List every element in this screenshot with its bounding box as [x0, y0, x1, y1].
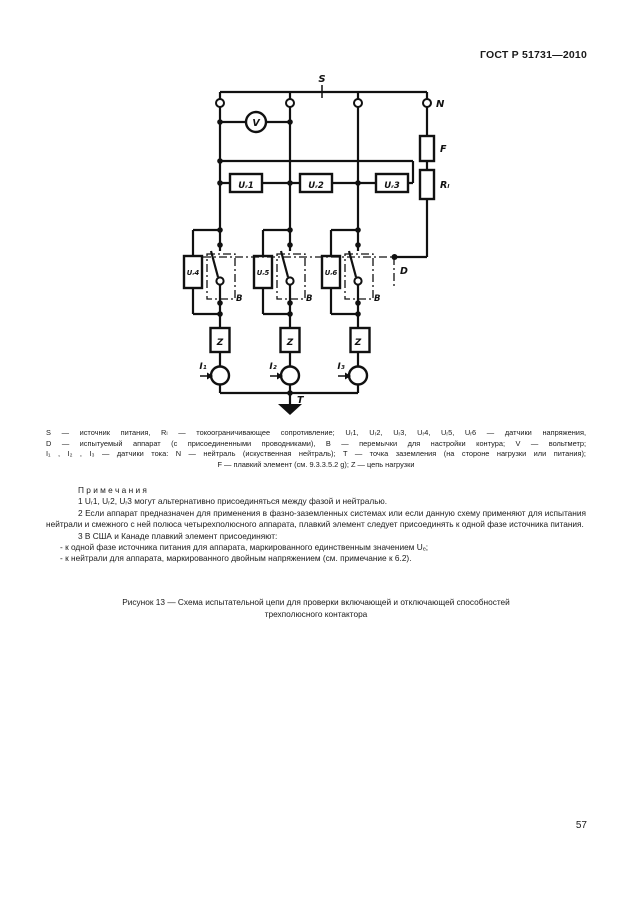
apparatus-d-label: D: [400, 266, 408, 277]
fuse-box: [420, 136, 434, 161]
current-i2-label: I₂: [269, 362, 277, 372]
load-z3-label: Z: [354, 338, 362, 348]
switch3-contact: [354, 277, 361, 284]
sensor-u5-label: Uᵣ5: [256, 269, 270, 277]
current-sensor-i3-circle: [349, 367, 367, 385]
note-3b: - к нейтрали для аппарата, маркированного двойным напряжением (см. примечание к 6.2).: [60, 553, 412, 564]
legend-line-1: S — источник питания, Rₗ — токоограничивающее сопротивление; Uᵣ1, Uᵣ2, Uᵣ3, Uᵣ4, Uᵣ5, Uᵣ6 — датчики напряжения,: [46, 428, 586, 437]
legend-line-4: F — плавкий элемент (см. 9.3.3.5.2 g); Z — цепь нагрузки: [217, 459, 415, 469]
note-3: 3 В США и Канаде плавкий элемент присоединяют:: [78, 530, 278, 541]
switch3-blade: [349, 251, 356, 277]
terminal-circle: [354, 99, 362, 107]
standard-code-header: ГОСТ Р 51731—2010: [479, 49, 587, 61]
figure-caption-line-1: Рисунок 13 — Схема испытательной цепи для проверки включающей и отключающей способностей: [122, 597, 510, 607]
switch2-blade: [281, 251, 288, 277]
note-1: 1 Uᵣ1, Uᵣ2, Uᵣ3 могут альтернативно присоединяться между фазой и нейтралью.: [78, 496, 388, 507]
jumper-b2-label: B: [306, 294, 313, 304]
jumper-b3-label: B: [374, 294, 381, 304]
load-z1-label: Z: [216, 338, 224, 348]
switch2-contact: [286, 277, 293, 284]
jumper-b1-label: B: [236, 294, 243, 304]
load-z2-label: Z: [286, 338, 294, 348]
fuse-label: F: [440, 144, 447, 155]
figure-legend: [46, 428, 586, 470]
current-sensor-i1-circle: [211, 367, 229, 385]
current-i1-label: I₁: [199, 362, 207, 372]
sensor-u3-label: Uᵣ3: [384, 181, 400, 191]
note-2: 2 Если аппарат предназначен для применения в фазно-заземленных системах или если данную схему применяют для испытания нейтрали и смежного с ней полюса четырехполюсного аппарата, плавкий элемент следует присоединять к одной фазе источника питания.: [46, 507, 586, 530]
terminal-circle: [216, 99, 224, 107]
page-number: 57: [575, 820, 587, 831]
figure-caption-line-2: трехполюсного контактора: [264, 608, 368, 619]
terminal-circle: [286, 99, 294, 107]
voltmeter-label: V: [252, 118, 260, 129]
resistor-label: Rₗ: [440, 180, 450, 191]
terminal-circle: [423, 99, 431, 107]
legend-line-2: D — испытуемый аппарат (с присоединенными проводниками), B — перемычки для настройки контура; V — вольтметр;: [46, 438, 586, 448]
sensor-u1-label: Uᵣ1: [238, 181, 254, 191]
resistor-box: [420, 170, 434, 199]
notes-title: П р и м е ч а н и я: [78, 485, 147, 495]
neutral-label: N: [436, 99, 445, 110]
circuit-diagram: [0, 0, 630, 420]
switch1-blade: [211, 251, 218, 277]
sensor-u4-label: Uᵣ4: [186, 269, 200, 277]
legend-line-3: I₁ , I₂ , I₃ — датчики тока: N — нейтраль (искуственная нейтраль); T — точка заземления (на стороне нагрузки или питания);: [46, 449, 586, 459]
current-sensor-i2-circle: [281, 367, 299, 385]
figure-caption: [46, 597, 586, 620]
supply-label: S: [318, 74, 326, 85]
apparatus-boundary-line: [203, 257, 394, 289]
note-3a: - к одной фазе источника питания для аппарата, маркированного единственным значением Uₑ;: [60, 542, 429, 553]
sensor-u6-label: Uᵣ6: [324, 269, 338, 277]
switch1-contact: [216, 277, 223, 284]
sensor-u2-label: Uᵣ2: [308, 181, 324, 191]
current-i3-label: I₃: [337, 362, 345, 372]
earth-t-label: T: [297, 395, 304, 406]
notes-block: [46, 485, 586, 565]
